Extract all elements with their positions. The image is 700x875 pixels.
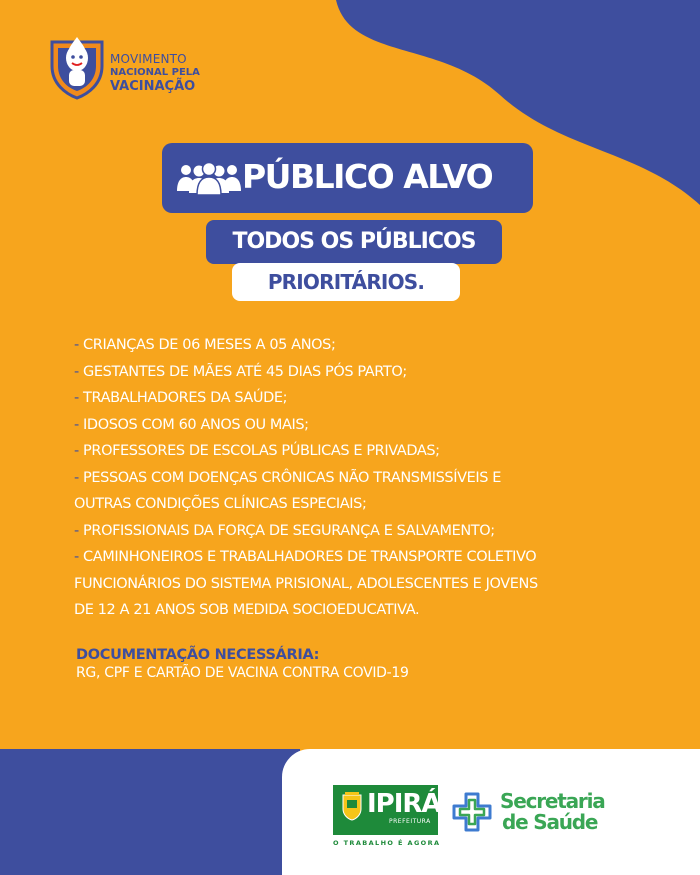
- logo-line-2: NACIONAL PELA: [110, 67, 200, 78]
- subtitle-line-2: PRIORITÁRIOS.: [232, 263, 460, 301]
- documentation-text: RG, CPF E CARTÃO DE VACINA CONTRA COVID-19: [76, 665, 409, 681]
- logo-line-1: MOVIMENTO: [110, 52, 187, 66]
- list-item: - PROFISSIONAIS DA FORÇA DE SEGURANÇA E SALVAMENTO;: [74, 522, 495, 539]
- subtitle-line-1: TODOS OS PÚBLICOS: [206, 220, 502, 264]
- ipira-name: IPIRÁ: [367, 789, 441, 819]
- documentation-section: [76, 646, 636, 682]
- page-title: PÚBLICO ALVO: [242, 157, 493, 196]
- list-item: FUNCIONÁRIOS DO SISTEMA PRISIONAL, ADOLESCENTES E JOVENS: [74, 575, 538, 592]
- logo-line-3: VACINAÇÃO: [110, 79, 196, 94]
- list-item: - PROFESSORES DE ESCOLAS PÚBLICAS E PRIVADAS;: [74, 443, 440, 459]
- list-item: - GESTANTES DE MÃES ATÉ 45 DIAS PÓS PARTO;: [74, 363, 407, 380]
- list-item: - TRABALHADORES DA SAÚDE;: [74, 390, 288, 406]
- ipira-crest-icon: [341, 791, 363, 821]
- footer-blue-block: [0, 749, 300, 875]
- medical-cross-icon: [452, 792, 492, 832]
- saude-line-2: de Saúde: [502, 810, 598, 834]
- secretaria-saude-logo: [452, 788, 612, 838]
- ipira-motto: O TRABALHO É AGORA: [333, 839, 441, 847]
- ipira-prefeitura-logo: [333, 785, 441, 853]
- title-banner: [162, 143, 533, 213]
- list-item: OUTRAS CONDIÇÕES CLÍNICAS ESPECIAIS;: [74, 496, 367, 512]
- documentation-title: DOCUMENTAÇÃO NECESSÁRIA:: [76, 647, 320, 663]
- list-item: - PESSOAS COM DOENÇAS CRÔNICAS NÃO TRANSMISSÍVEIS E: [74, 469, 501, 486]
- list-item: - IDOSOS COM 60 ANOS OU MAIS;: [74, 416, 309, 433]
- saude-line-1: Secretaria: [500, 789, 605, 813]
- ze-gotinha-shield-icon: [48, 34, 106, 100]
- people-group-icon: [176, 161, 242, 195]
- list-item: DE 12 A 21 ANOS SOB MEDIDA SOCIOEDUCATIVA.: [74, 602, 420, 618]
- ipira-subtitle: PREFEITURA: [389, 818, 431, 825]
- list-item: - CRIANÇAS DE 06 MESES A 05 ANOS;: [74, 337, 336, 353]
- list-item: - CAMINHONEIROS E TRABALHADORES DE TRANSPORTE COLETIVO: [74, 549, 537, 565]
- priority-group-list: [74, 332, 664, 624]
- vaccination-movement-logo: [48, 30, 218, 110]
